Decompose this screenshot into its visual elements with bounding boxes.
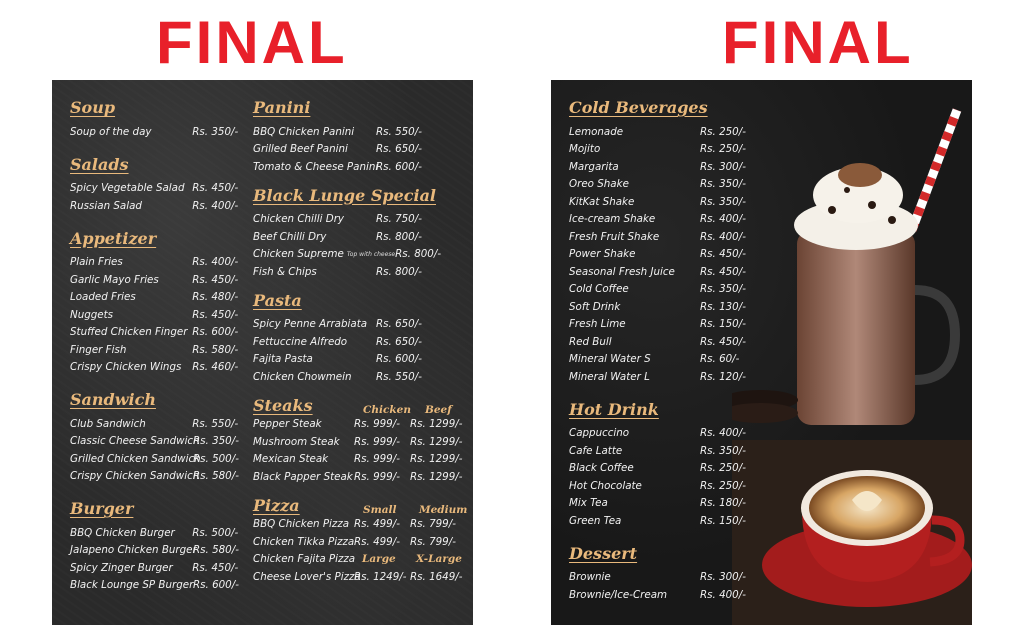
- menu-item-row: [569, 425, 749, 443]
- drinks-menu-panel: [551, 80, 972, 625]
- menu-item-row: [70, 559, 240, 577]
- menu-item-row: [569, 351, 749, 369]
- menu-item-row: [253, 551, 463, 569]
- menu-item-price: Rs. 800/-: [376, 230, 422, 243]
- menu-item-price-alt: Rs. 1299/-: [410, 470, 463, 483]
- menu-item-row: [569, 298, 749, 316]
- menu-item-name: Chicken Tikka Pizza: [253, 535, 355, 548]
- menu-item-price: Rs. 450/-: [192, 273, 239, 286]
- menu-item-row: [70, 123, 240, 141]
- menu-item-price-alt: Rs. 799/-: [410, 535, 456, 548]
- steaks-col-chicken: Chicken: [363, 403, 411, 416]
- menu-item-row: [70, 450, 240, 468]
- menu-item-name: Black Lounge SP Burger: [70, 579, 194, 592]
- menu-item-row: [253, 468, 463, 486]
- menu-item-row: [569, 368, 749, 386]
- menu-item-price: Rs. 580/-: [193, 544, 239, 557]
- section-soup: [70, 123, 240, 141]
- menu-item-row: [70, 524, 240, 542]
- menu-item-name: BBQ Chicken Pizza: [253, 518, 350, 531]
- menu-item-row: [70, 306, 240, 324]
- menu-item-price: Rs. 450/-: [192, 561, 239, 574]
- menu-item-name: Spicy Zinger Burger: [70, 561, 173, 574]
- menu-item-name: Finger Fish: [70, 343, 127, 356]
- menu-item-row: [253, 228, 426, 246]
- menu-item-row: [569, 193, 749, 211]
- menu-item-row: [70, 180, 240, 198]
- section-panini: [253, 123, 426, 176]
- section-dessert: [569, 569, 749, 604]
- section-title-burger: Burger: [70, 499, 134, 518]
- section-steaks: [253, 416, 463, 486]
- section-salads: [70, 180, 240, 215]
- menu-item-name: Cold Coffee: [569, 283, 629, 296]
- menu-item-row: [70, 289, 240, 307]
- menu-item-row: [569, 460, 749, 478]
- menu-item-price: Rs. 400/-: [700, 213, 746, 226]
- pizza-size-medium: Medium: [419, 503, 468, 516]
- menu-item-name: Mineral Water S: [569, 353, 651, 366]
- food-menu-column-1: [70, 98, 240, 594]
- menu-item-name: Russian Salad: [70, 199, 142, 212]
- menu-item-name: KitKat Shake: [569, 195, 635, 208]
- menu-item-row: [569, 263, 749, 281]
- menu-item-price: Rs. 580/-: [193, 470, 239, 483]
- menu-item-price: Rs. 350/-: [192, 125, 239, 138]
- menu-item-name: Soup of the day: [70, 125, 152, 138]
- menu-item-price: Rs. 650/-: [376, 318, 422, 331]
- menu-item-name: Chicken Fajita Pizza: [253, 553, 356, 566]
- menu-item-row: [70, 415, 240, 433]
- menu-item-name: Classic Cheese Sandwich: [70, 435, 200, 448]
- pizza-header: [253, 495, 468, 516]
- section-title-steaks: Steaks: [253, 395, 313, 415]
- menu-item-name: Fettuccine Alfredo: [253, 335, 348, 348]
- menu-item-price: Rs. 999/-: [354, 470, 400, 483]
- section-title-appetizer: Appetizer: [70, 228, 157, 248]
- menu-item-price: Rs. 650/-: [376, 335, 422, 348]
- menu-item-price: Rs. 350/-: [700, 195, 746, 208]
- menu-item-price: Rs. 350/-: [700, 178, 746, 191]
- section-title-sandwich: Sandwich: [70, 390, 156, 409]
- menu-item-row: [569, 569, 749, 587]
- menu-item-name: Grilled Beef Panini: [253, 143, 348, 156]
- food-menu-panel: [52, 80, 473, 625]
- menu-item-row: [569, 316, 749, 334]
- milkshake-jar-icon: [794, 163, 955, 425]
- menu-item-price: Rs. 350/-: [193, 435, 239, 448]
- menu-item-price: Rs. 450/-: [192, 182, 239, 195]
- menu-item-name: Garlic Mayo Fries: [70, 273, 159, 286]
- page-title-left: FINAL: [156, 9, 348, 76]
- menu-item-name: Black Coffee: [569, 462, 634, 475]
- menu-item-price: Rs. 999/-: [354, 435, 400, 448]
- menu-item-name: Chicken Chilli Dry: [253, 213, 345, 226]
- menu-item-name: Brownie: [569, 571, 611, 584]
- menu-item-name: Green Tea: [569, 514, 622, 527]
- menu-item-row: [70, 468, 240, 486]
- pizza-size-small: Small: [363, 503, 397, 516]
- section-title-salads: Salads: [70, 154, 129, 174]
- menu-item-row: [253, 246, 442, 264]
- menu-item-price: Rs. 800/-: [395, 248, 442, 261]
- menu-item-row: [70, 254, 240, 272]
- menu-item-row: [569, 512, 749, 530]
- menu-item-name: Mineral Water L: [569, 370, 650, 383]
- menu-item-name: Crispy Chicken Wings: [70, 361, 182, 374]
- section-title-panini: Panini: [253, 98, 311, 117]
- menu-item-price: Rs. 500/-: [193, 452, 239, 465]
- menu-item-name: Tomato & Cheese Panini: [253, 160, 379, 173]
- menu-item-name: Mexican Steak: [253, 453, 329, 466]
- menu-item-row: [253, 333, 426, 351]
- menu-item-name: Plain Fries: [70, 256, 123, 269]
- section-special: [253, 211, 442, 281]
- menu-item-row: [70, 341, 240, 359]
- menu-item-price-alt: Rs. 1649/-: [410, 570, 463, 583]
- menu-item-name: Brownie/Ice-Cream: [569, 588, 668, 601]
- section-pizza: [253, 516, 463, 586]
- menu-item-row: [253, 211, 426, 229]
- menu-item-row: [253, 433, 463, 451]
- menu-item-row: [70, 542, 240, 560]
- section-cold-beverages: [569, 123, 749, 386]
- menu-item-price: Rs. 150/-: [700, 318, 746, 331]
- menu-item-row: [253, 368, 426, 386]
- menu-item-price: Rs. 650/-: [376, 143, 422, 156]
- menu-item-price: Rs. 120/-: [700, 370, 746, 383]
- menu-item-price: Rs. 130/-: [700, 300, 746, 313]
- menu-item-price: Rs. 400/-: [700, 588, 746, 601]
- menu-item-price-alt: Rs. 1299/-: [410, 453, 463, 466]
- menu-item-name: Fish & Chips: [253, 265, 317, 278]
- menu-item-row: [253, 568, 463, 586]
- menu-item-name: Pepper Steak: [253, 418, 322, 431]
- menu-item-row: [70, 359, 240, 377]
- section-title-hot-drink: Hot Drink: [569, 399, 659, 419]
- menu-item-price: Rs. 350/-: [700, 283, 746, 296]
- menu-item-row: [253, 416, 463, 434]
- menu-item-row: [253, 351, 426, 369]
- menu-item-row: [253, 516, 463, 534]
- food-menu-column-2: [253, 98, 468, 586]
- pizza-size-large: Large: [362, 553, 396, 566]
- menu-item-name: Beef Chilli Dry: [253, 230, 327, 243]
- straw-icon: [912, 110, 957, 230]
- menu-item-price-alt: Rs. 1299/-: [410, 435, 463, 448]
- menu-item-name: Chicken Chowmein: [253, 370, 352, 383]
- page-title-right: FINAL: [722, 9, 914, 76]
- menu-item-price: Rs. 600/-: [193, 579, 239, 592]
- menu-item-price: Rs. 250/-: [700, 143, 746, 156]
- menu-item-price: Rs. 400/-: [700, 230, 746, 243]
- menu-item-row: [569, 211, 749, 229]
- section-title-special: Black Lunge Special: [253, 185, 437, 205]
- menu-item-price: Rs. 460/-: [192, 361, 239, 374]
- menu-item-name: Black Papper Steak: [253, 470, 353, 483]
- menu-item-price: Rs. 350/-: [700, 444, 746, 457]
- menu-item-name: Cappuccino: [569, 427, 630, 440]
- menu-item-price: Rs. 450/-: [192, 308, 239, 321]
- menu-item-row: [569, 477, 749, 495]
- menu-item-name: Red Bull: [569, 335, 612, 348]
- menu-item-price: Rs. 550/-: [376, 125, 422, 138]
- menu-item-price: Rs. 250/-: [700, 479, 746, 492]
- menu-item-name: Cafe Latte: [569, 444, 623, 457]
- menu-item-price: Rs. 999/-: [354, 453, 400, 466]
- section-appetizer: [70, 254, 240, 377]
- menu-item-price: Rs. 499/-: [354, 518, 400, 531]
- menu-item-row: [253, 533, 463, 551]
- menu-item-row: [70, 271, 240, 289]
- menu-item-price: Rs. 450/-: [700, 248, 746, 261]
- menu-item-price: Rs. 250/-: [700, 462, 746, 475]
- menu-item-price: Rs. 400/-: [700, 427, 746, 440]
- menu-item-row: [569, 141, 749, 159]
- menu-item-name: Grilled Chicken Sandwich: [70, 452, 201, 465]
- menu-item-price: Rs. 400/-: [192, 199, 239, 212]
- menu-item-price: Rs. 1249/-: [354, 570, 407, 583]
- menu-item-row: [253, 141, 426, 159]
- menu-item-row: [70, 324, 240, 342]
- menu-item-row: [569, 442, 749, 460]
- menu-item-name: Hot Chocolate: [569, 479, 642, 492]
- menu-item-price: Rs. 499/-: [354, 535, 400, 548]
- section-burger: [70, 524, 240, 594]
- menu-item-name: Nuggets: [70, 308, 114, 321]
- menu-item-name: Power Shake: [569, 248, 636, 261]
- menu-item-price: Rs. 180/-: [700, 497, 746, 510]
- menu-item-name: Mix Tea: [569, 497, 608, 510]
- menu-item-row: [70, 577, 240, 595]
- menu-item-price: Rs. 600/-: [376, 160, 422, 173]
- section-title-soup: Soup: [70, 98, 116, 117]
- menu-item-name: Cheese Lover's Pizza: [253, 570, 361, 583]
- steaks-col-beef: Beef: [425, 403, 452, 416]
- menu-item-row: [569, 228, 749, 246]
- menu-item-name: Fresh Lime: [569, 318, 626, 331]
- section-title-dessert: Dessert: [569, 543, 638, 563]
- menu-item-name: Spicy Vegetable Salad: [70, 182, 185, 195]
- pizza-size-x-large: X-Large: [416, 553, 462, 566]
- menu-item-name: Seasonal Fresh Juice: [569, 265, 675, 278]
- menu-item-name: Jalapeno Chicken Burger: [70, 544, 197, 557]
- menu-item-name: Stuffed Chicken Finger: [70, 326, 188, 339]
- menu-item-price: Rs. 800/-: [376, 265, 422, 278]
- menu-item-row: [569, 586, 749, 604]
- menu-item-price: Rs. 60/-: [700, 353, 740, 366]
- menu-item-price: Rs. 999/-: [354, 418, 400, 431]
- drinks-photo: [732, 80, 972, 625]
- menu-item-price: Rs. 150/-: [700, 514, 746, 527]
- menu-item-row: [569, 123, 749, 141]
- menu-item-row: [70, 197, 240, 215]
- menu-item-name: Soft Drink: [569, 300, 621, 313]
- menu-item-price-alt: Rs. 1299/-: [410, 418, 463, 431]
- menu-item-row: [569, 495, 749, 513]
- menu-item-row: [569, 333, 749, 351]
- menu-item-name: Fresh Fruit Shake: [569, 230, 660, 243]
- section-pasta: [253, 316, 426, 386]
- menu-item-name: Oreo Shake: [569, 178, 629, 191]
- menu-item-price-alt: Rs. 799/-: [410, 518, 456, 531]
- menu-item-row: [253, 158, 426, 176]
- menu-item-price: Rs. 400/-: [192, 256, 239, 269]
- menu-item-name: Fajita Pasta: [253, 353, 313, 366]
- menu-item-row: [253, 263, 426, 281]
- menu-item-name: Lemonade: [569, 125, 624, 138]
- menu-item-row: [253, 451, 463, 469]
- section-title-cold-beverages: Cold Beverages: [569, 98, 708, 117]
- section-title-pasta: Pasta: [253, 290, 302, 310]
- drinks-menu-column: [569, 98, 749, 604]
- menu-item-name: BBQ Chicken Panini: [253, 125, 355, 138]
- menu-item-price: Rs. 480/-: [192, 291, 239, 304]
- section-sandwich: [70, 415, 240, 485]
- menu-item-name: Crispy Chicken Sandwich: [70, 470, 200, 483]
- menu-item-price: Rs. 550/-: [192, 417, 239, 430]
- menu-item-name: Margarita: [569, 160, 619, 173]
- menu-item-name: Ice-cream Shake: [569, 213, 656, 226]
- menu-item-row: [253, 123, 426, 141]
- menu-item-price: Rs. 750/-: [376, 213, 422, 226]
- menu-item-price: Rs. 300/-: [700, 160, 746, 173]
- menu-item-row: [569, 158, 749, 176]
- menu-item-name: Mojito: [569, 143, 601, 156]
- menu-item-price: Rs. 450/-: [700, 335, 746, 348]
- menu-item-price: Rs. 600/-: [192, 326, 239, 339]
- menu-item-note: Top with cheese: [346, 250, 396, 258]
- menu-item-row: [569, 281, 749, 299]
- menu-item-price: Rs. 450/-: [700, 265, 746, 278]
- menu-item-price: Rs. 250/-: [700, 125, 746, 138]
- section-hot-drink: [569, 425, 749, 530]
- menu-item-row: [569, 246, 749, 264]
- menu-item-price: Rs. 580/-: [192, 343, 239, 356]
- menu-item-name: Club Sandwich: [70, 417, 146, 430]
- menu-item-price: Rs. 300/-: [700, 571, 746, 584]
- steaks-header: [253, 396, 463, 416]
- menu-item-name: Chicken Supreme: [253, 248, 344, 261]
- section-title-pizza: Pizza: [253, 495, 300, 515]
- menu-item-price: Rs. 500/-: [192, 526, 239, 539]
- menu-item-row: [253, 316, 426, 334]
- menu-item-name: BBQ Chicken Burger: [70, 526, 175, 539]
- menu-item-row: [569, 176, 749, 194]
- menu-item-name: Loaded Fries: [70, 291, 136, 304]
- menu-item-price: Rs. 600/-: [376, 353, 422, 366]
- menu-item-row: [70, 433, 240, 451]
- menu-item-name: Spicy Penne Arrabiata: [253, 318, 368, 331]
- menu-item-price: Rs. 550/-: [376, 370, 422, 383]
- menu-item-name: Mushroom Steak: [253, 435, 340, 448]
